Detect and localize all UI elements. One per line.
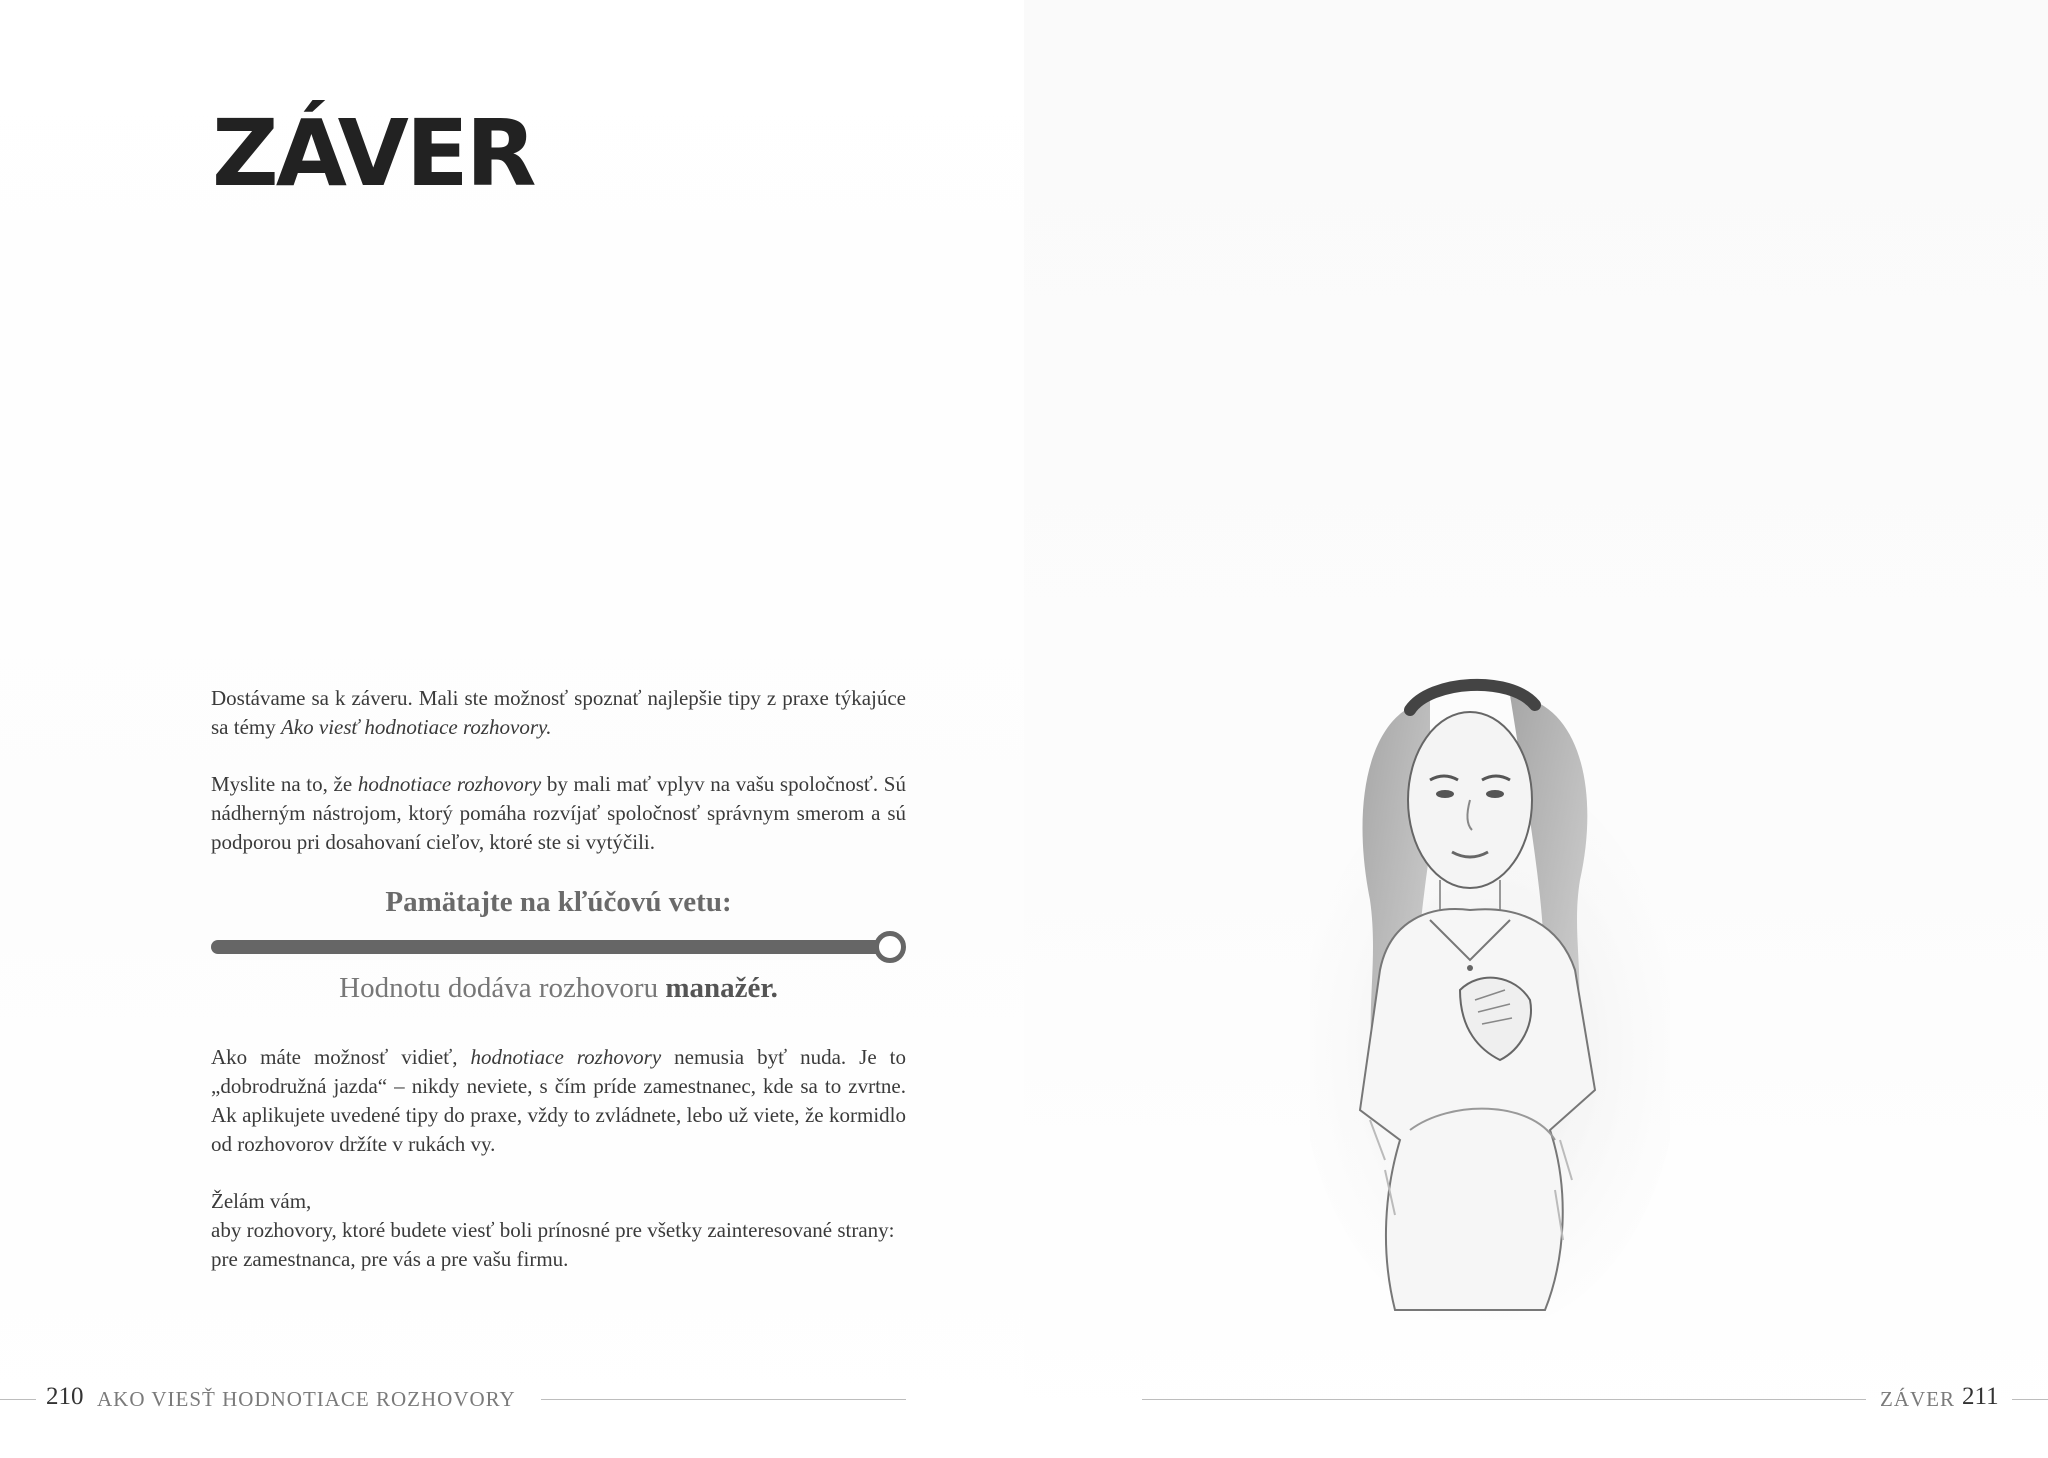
left-eye: [1436, 790, 1454, 798]
footer-rule-left-start: [0, 1399, 36, 1400]
page-number-right: 211: [1962, 1383, 1999, 1410]
running-head-right: ZÁVER: [1880, 1387, 1955, 1411]
intro-paragraph: Dostávame sa k záveru. Mali ste možnosť spoznať najlepšie tipy z praxe týkajúce sa témy Ako viesť hodnotiace rozhovory.: [211, 686, 906, 739]
term-emphasis: hodnotiace rozhovory: [357, 772, 542, 796]
keyline-box: [211, 885, 906, 1005]
keyline-divider: [211, 931, 906, 961]
wish-line-1: Želám vám,: [211, 1189, 312, 1213]
circle-end-icon: [874, 931, 906, 963]
right-eye: [1486, 790, 1504, 798]
keyline-bold-word: manažér.: [665, 972, 778, 1004]
book-title-emphasis: Ako viesť hodnotiace rozhovory.: [280, 715, 552, 739]
running-head-left: AKO VIESŤ HODNOTIACE ROZHOVORY: [97, 1387, 516, 1411]
wish-line-3: pre zamestnanca, pre vás a pre vašu firmu.: [211, 1247, 569, 1271]
body-text: [211, 684, 906, 1274]
adventure-paragraph: Ako máte možnosť vidieť, hodnotiace rozhovory nemusia byť nuda. Je to „dobrodružná jazda“ – nikdy neviete, s čím príde zamestnanec, kde sa to zvrtne. Ak aplikujete uvedené tipy do praxe, vždy to zvládnete, lebo už viete, že kormidlo od rozhovorov držíte v rukách vy.: [211, 1045, 906, 1156]
keyline-quote: Hodnotu dodáva rozhovoru manažér.: [339, 972, 778, 1004]
think-paragraph: Myslite na to, že hodnotiace rozhovory by mali mať vplyv na vašu spoločnosť. Sú nádherným nástrojom, ktorý pomáha rozvíjať spoločnosť správnym smerom a sú podporou pri dosahovaní cieľov, ktoré ste si vytýčili.: [211, 772, 906, 854]
footer-rule-right-start: [1142, 1399, 1866, 1400]
wish-line-2: aby rozhovory, ktoré budete viesť boli prínosné pre všetky zainteresované strany:: [211, 1218, 895, 1242]
page-number-left: 210: [46, 1383, 84, 1410]
footer-rule-right-end: [2012, 1399, 2048, 1400]
woman-sketch-illustration: [1310, 670, 1670, 1320]
divider-bar: [211, 940, 894, 954]
pendant: [1467, 965, 1473, 971]
chapter-title: ZÁVER: [212, 100, 534, 207]
keyline-heading: Pamätajte na kľúčovú vetu:: [385, 886, 732, 918]
footer-rule-left-end: [541, 1399, 906, 1400]
term-emphasis: hodnotiace rozhovory: [470, 1045, 662, 1069]
